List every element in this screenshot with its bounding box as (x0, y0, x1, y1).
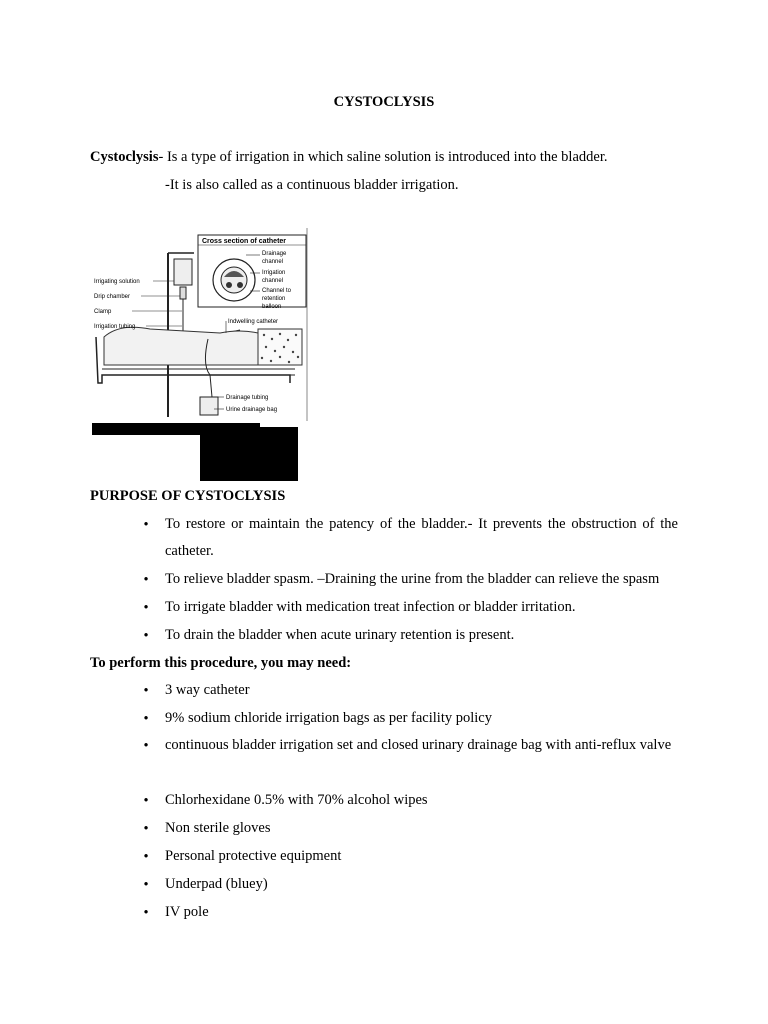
purpose-item-2: To relieve bladder spasm. –Draining the urine from the bladder can relieve the spasm (165, 571, 660, 587)
bullet-icon: • (143, 905, 149, 921)
bullet-icon: • (143, 600, 149, 616)
purpose-item-4: To drain the bladder when acute urinary retention is present. (165, 627, 515, 643)
purpose-item-1: To restore or maintain the patency of the bladder.- It prevents the obstruction of the catheter. (165, 516, 678, 559)
label-urine-drainage-bag: Urine drainage bag (226, 407, 278, 413)
label-irrigating-solution: Irrigating solution (94, 279, 140, 285)
bullet-icon: • (143, 849, 149, 865)
definition-term: Cystoclysis (90, 149, 159, 165)
bullet-icon: • (143, 683, 149, 699)
bullet-icon: • (143, 877, 149, 893)
definition-text: - Is a type of irrigation in which saline solution is introduced into the bladder. (158, 149, 608, 165)
needs-item-6: Personal protective equipment (165, 848, 342, 864)
label-retention-1: Channel to (262, 288, 292, 294)
bullet-icon: • (143, 738, 149, 754)
label-retention-2: retention (262, 296, 286, 302)
purpose-heading: PURPOSE OF CYSTOCLYSIS (90, 488, 286, 504)
bullet-icon: • (143, 711, 149, 727)
needs-item-5: Non sterile gloves (165, 820, 271, 836)
purpose-item-3: To irrigate bladder with medication treat infection or bladder irritation. (165, 599, 576, 615)
label-irrigation-channel-1: Irrigation (262, 270, 286, 276)
label-irrigation-channel-2: channel (262, 278, 284, 284)
page-title: CYSTOCLYSIS (333, 94, 435, 110)
label-clamp: Clamp (94, 309, 112, 315)
cystoclysis-figure (90, 225, 310, 481)
definition-also-called: -It is also called as a continuous bladder irrigation. (165, 177, 459, 193)
label-drainage-tubing: Drainage tubing (226, 395, 269, 401)
needs-item-3: continuous bladder irrigation set and closed urinary drainage bag with anti-reflux valve (165, 737, 672, 753)
bullet-icon: • (143, 628, 149, 644)
definition-line (90, 149, 690, 166)
cystoclysis-diagram (90, 225, 310, 481)
bullet-icon: • (143, 517, 149, 533)
bullet-icon: • (143, 821, 149, 837)
needs-item-4: Chlorhexidane 0.5% with 70% alcohol wipes (165, 792, 428, 808)
label-drip-chamber: Drip chamber (94, 294, 131, 300)
label-drainage-1: Drainage (262, 251, 287, 257)
label-cross-section: Cross section of catheter (202, 238, 287, 245)
label-drainage-2: channel (262, 259, 284, 265)
label-irrigation-tubing: Irrigation tubing (94, 324, 136, 330)
needs-item-1: 3 way catheter (165, 682, 250, 698)
label-indwelling-catheter: Indwelling catheter (228, 319, 279, 325)
needs-heading: To perform this procedure, you may need: (90, 655, 352, 671)
needs-item-2: 9% sodium chloride irrigation bags as per facility policy (165, 710, 492, 726)
needs-item-8: IV pole (165, 904, 209, 920)
bullet-icon: • (143, 793, 149, 809)
needs-item-7: Underpad (bluey) (165, 876, 268, 892)
label-retention-3: balloon (262, 304, 282, 310)
bullet-icon: • (143, 572, 149, 588)
